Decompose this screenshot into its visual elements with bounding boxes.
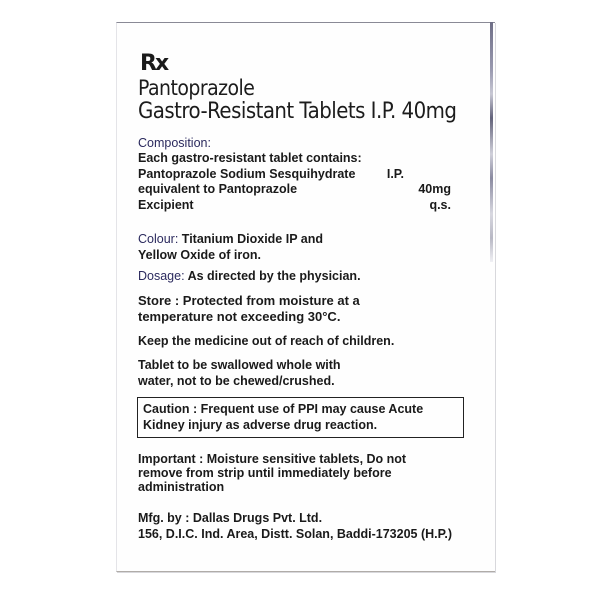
composition-intro: Each gastro-resistant tablet contains: bbox=[138, 151, 362, 165]
carton-side-edge bbox=[490, 22, 493, 262]
storage-line-1: Store : Protected from moisture at a bbox=[138, 292, 360, 308]
composition-ingredient: Excipient bbox=[138, 197, 194, 212]
colour-line-2: Yellow Oxide of iron. bbox=[138, 247, 261, 262]
colour-label: Colour: bbox=[138, 232, 179, 246]
storage-line-2: temperature not exceeding 30°C. bbox=[138, 308, 341, 324]
manufacturer-name: Mfg. by : Dallas Drugs Pvt. Ltd. bbox=[138, 510, 323, 525]
storage-instructions bbox=[138, 293, 478, 325]
caution-box bbox=[137, 397, 464, 438]
composition-row bbox=[138, 198, 451, 214]
product-name: Pantoprazole bbox=[138, 76, 255, 100]
composition-amount: I.P. bbox=[386, 166, 404, 181]
colour-line-1 bbox=[138, 232, 478, 248]
composition-amount: 40mg bbox=[418, 182, 451, 196]
important-line-2: remove from strip until immediately before bbox=[138, 465, 392, 480]
important-notice bbox=[138, 452, 478, 494]
dosage-value: As directed by the physician. bbox=[187, 269, 361, 283]
composition-amount: q.s. bbox=[429, 197, 451, 212]
product-strength-title: Gastro-Resistant Tablets I.P. 40mg bbox=[138, 99, 457, 124]
manufacturer-info bbox=[138, 510, 478, 542]
children-warning: Keep the medicine out of reach of children. bbox=[138, 333, 395, 348]
important-line-3: administration bbox=[138, 479, 225, 494]
composition-row bbox=[138, 182, 451, 198]
dosage-label: Dosage: bbox=[138, 269, 185, 283]
composition-row bbox=[138, 167, 404, 183]
carton-label-content bbox=[138, 52, 478, 542]
swallow-instruction bbox=[138, 357, 478, 389]
important-line-1: Important : Moisture sensitive tablets, Do not bbox=[138, 451, 407, 466]
caution-line-2: Kidney injury as adverse drug reaction. bbox=[143, 417, 378, 432]
swallow-line-2: water, not to be chewed/crushed. bbox=[138, 373, 335, 388]
composition-ingredient: equivalent to Pantoprazole bbox=[138, 182, 298, 196]
composition-heading: Composition: bbox=[138, 136, 211, 150]
rx-prescription-icon: Rx bbox=[140, 51, 168, 76]
colour-section bbox=[138, 232, 478, 263]
swallow-line-1: Tablet to be swallowed whole with bbox=[138, 357, 341, 372]
caution-line-1: Caution : Frequent use of PPI may cause Acute bbox=[143, 401, 424, 416]
colour-value: Titanium Dioxide IP and bbox=[181, 232, 324, 246]
dosage-section bbox=[138, 269, 478, 285]
manufacturer-address: 156, D.I.C. Ind. Area, Distt. Solan, Baddi-173205 (H.P.) bbox=[138, 526, 452, 541]
composition-ingredient: Pantoprazole Sodium Sesquihydrate bbox=[138, 166, 356, 181]
composition-section bbox=[138, 136, 478, 213]
